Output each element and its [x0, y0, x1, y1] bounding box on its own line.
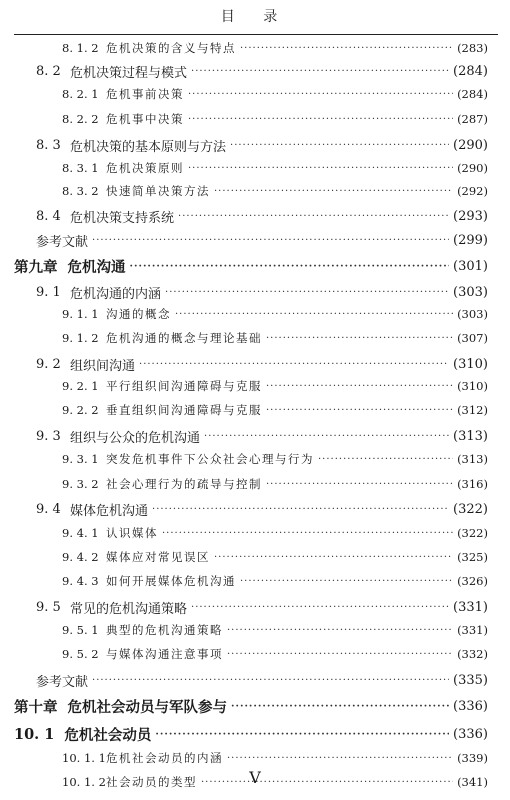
dot-leader — [318, 454, 453, 465]
toc-entry[interactable] — [0, 160, 510, 176]
toc-entry-number: 9. 5. 1 — [62, 623, 99, 637]
dot-leader — [92, 235, 449, 246]
toc-entry-title: 危机社会动员的内涵 — [106, 751, 223, 765]
dot-leader — [204, 431, 449, 442]
toc-entry-number: 9. 3 — [36, 429, 61, 444]
toc-entry-number: 9. 4. 3 — [62, 574, 99, 588]
toc-entry-title: 危机决策原则 — [106, 161, 184, 175]
toc-entry-title: 如何开展媒体危机沟通 — [106, 574, 236, 588]
toc-entry-number: 9. 4. 1 — [62, 526, 99, 540]
dot-leader — [266, 479, 453, 490]
toc-entry-page: (331) — [457, 623, 488, 637]
toc-entry-page: (301) — [453, 259, 488, 274]
dot-leader — [155, 729, 449, 740]
toc-entry-title: 危机沟通的内涵 — [70, 287, 162, 302]
toc-entry-number: 9. 4 — [36, 502, 61, 517]
toc-entry-title: 参考文献 — [36, 235, 89, 250]
toc-entry[interactable] — [0, 355, 510, 374]
toc-entry-title: 垂直组织间沟通障碍与克服 — [106, 403, 262, 417]
dot-leader — [266, 405, 453, 416]
toc-entry[interactable] — [0, 476, 510, 492]
toc-entry-number: 10. 1. 2 — [62, 775, 106, 789]
toc-entry-title: 快速简单决策方法 — [106, 184, 210, 198]
toc-entry-page: (310) — [457, 379, 488, 393]
toc-entry-title: 危机决策的含义与特点 — [106, 41, 236, 55]
toc-entry[interactable] — [0, 207, 510, 226]
toc-entry-page: (293) — [453, 209, 488, 224]
toc-entry-page: (339) — [457, 751, 488, 765]
toc-entry[interactable] — [0, 671, 510, 690]
toc-entry[interactable] — [0, 402, 510, 418]
toc-entry-number: 8. 2. 1 — [62, 87, 99, 101]
toc-entry-number: 9. 1. 1 — [62, 307, 99, 321]
toc-entry-number: 8. 3. 2 — [62, 184, 99, 198]
dot-leader — [152, 504, 449, 515]
toc-entry[interactable] — [0, 525, 510, 541]
dot-leader — [188, 89, 453, 100]
toc-entry-title: 社会心理行为的疏导与控制 — [106, 477, 262, 491]
toc-entry[interactable] — [0, 573, 510, 589]
toc-entry[interactable] — [0, 750, 510, 766]
toc-entry-page: (322) — [457, 526, 488, 540]
toc-entry-number: 9. 1. 2 — [62, 331, 99, 345]
toc-entry-number: 9. 5. 2 — [62, 647, 99, 661]
toc-entry-page: (325) — [457, 550, 488, 564]
toc-entry-page: (303) — [453, 285, 488, 300]
toc-entry-page: (312) — [457, 403, 488, 417]
dot-leader — [266, 333, 453, 344]
toc-entry-page: (335) — [453, 673, 488, 688]
toc-entry[interactable] — [0, 306, 510, 322]
toc-entry-title: 参考文献 — [36, 675, 89, 690]
toc-entry-page: (287) — [457, 112, 488, 126]
dot-leader — [175, 309, 453, 320]
toc-entry-number: 第九章 — [14, 259, 58, 276]
toc-entry[interactable] — [0, 451, 510, 467]
toc-entry-page: (336) — [453, 727, 488, 742]
dot-leader — [227, 753, 453, 764]
toc-entry-number: 9. 2. 1 — [62, 379, 99, 393]
toc-entry-title: 危机决策过程与模式 — [70, 66, 188, 81]
dot-leader — [214, 186, 453, 197]
toc-entry-title: 突发危机事件下公众社会心理与行为 — [106, 452, 314, 466]
header-rule — [14, 34, 498, 35]
toc-entry-title: 危机决策支持系统 — [70, 211, 175, 226]
toc-entry-title: 危机社会动员 — [64, 727, 152, 744]
dot-leader — [188, 163, 453, 174]
toc-entry-page: (283) — [457, 41, 488, 55]
toc-entry-page: (326) — [457, 574, 488, 588]
toc-entry-page: (292) — [457, 184, 488, 198]
dot-leader — [162, 528, 453, 539]
toc-entry[interactable] — [0, 696, 510, 717]
toc-entry-page: (299) — [453, 233, 488, 248]
toc-entry-page: (331) — [453, 600, 488, 615]
toc-entry-number: 8. 3 — [36, 138, 61, 153]
toc-entry-number: 9. 1 — [36, 285, 61, 300]
toc-entry-page: (322) — [453, 502, 488, 517]
dot-leader — [178, 211, 449, 222]
toc-entry-number: 10. 1. 1 — [62, 751, 106, 765]
toc-entry-title: 与媒体沟通注意事项 — [106, 647, 223, 661]
toc-entry[interactable] — [0, 256, 510, 277]
toc-entry[interactable] — [0, 183, 510, 199]
toc-entry-page: (332) — [457, 647, 488, 661]
toc-entry-number: 8. 1. 2 — [62, 41, 99, 55]
dot-leader — [214, 552, 453, 563]
toc-entry-number: 9. 4. 2 — [62, 550, 99, 564]
dot-leader — [266, 381, 453, 392]
toc-entry-title: 危机沟通的概念与理论基础 — [106, 331, 262, 345]
dot-leader — [165, 287, 449, 298]
dot-leader — [92, 675, 449, 686]
dot-leader — [231, 701, 449, 712]
toc-entry[interactable] — [0, 378, 510, 394]
page-number: V — [249, 768, 261, 787]
toc-entry-title: 危机事中决策 — [106, 112, 184, 126]
toc-entry-number: 9. 5 — [36, 600, 61, 615]
toc-entry[interactable] — [0, 136, 510, 155]
toc-entry[interactable] — [0, 427, 510, 446]
toc-entry-number: 8. 2. 2 — [62, 112, 99, 126]
toc-entry-page: (310) — [453, 357, 488, 372]
toc-entry-page: (284) — [453, 64, 488, 79]
toc-entry-title: 典型的危机沟通策略 — [106, 623, 223, 637]
toc-entry[interactable] — [0, 622, 510, 638]
dot-leader — [139, 359, 449, 370]
toc-entry-page: (341) — [457, 775, 488, 789]
toc-entry-title: 危机社会动员与军队参与 — [67, 699, 227, 716]
toc-entry-page: (336) — [453, 699, 488, 714]
toc-entry-title: 认识媒体 — [106, 526, 158, 540]
toc-entry[interactable] — [0, 598, 510, 617]
dot-leader — [227, 625, 453, 636]
toc-entry[interactable] — [0, 646, 510, 662]
toc-entry-page: (284) — [457, 87, 488, 101]
toc-entry-number: 9. 2. 2 — [62, 403, 99, 417]
toc-entry-number: 第十章 — [14, 699, 58, 716]
toc-entry-title: 常见的危机沟通策略 — [70, 602, 188, 617]
toc-entry-page: (316) — [457, 477, 488, 491]
dot-leader — [240, 43, 453, 54]
toc-entry-number: 9. 3. 2 — [62, 477, 99, 491]
dot-leader — [240, 576, 453, 587]
dot-leader — [230, 140, 449, 151]
toc-entry-page: (290) — [457, 161, 488, 175]
toc-entry-title: 危机决策的基本原则与方法 — [70, 140, 227, 155]
toc-entry-number: 10. 1 — [14, 726, 55, 743]
toc-entry-title: 组织间沟通 — [70, 359, 136, 374]
toc-entry[interactable] — [0, 86, 510, 102]
toc-entry[interactable] — [0, 40, 510, 56]
dot-leader — [130, 261, 450, 272]
toc-entry-title: 危机事前决策 — [106, 87, 184, 101]
toc-entry-title: 媒体应对常见误区 — [106, 550, 210, 564]
toc-entry[interactable] — [0, 231, 510, 250]
toc-entry-title: 媒体危机沟通 — [70, 504, 149, 519]
toc-entry-number: 8. 2 — [36, 64, 61, 79]
toc-entry-number: 8. 3. 1 — [62, 161, 99, 175]
page-header: 目 录 — [220, 9, 290, 25]
toc-entry-number: 9. 3. 1 — [62, 452, 99, 466]
dot-leader — [188, 114, 453, 125]
toc-entry[interactable] — [0, 330, 510, 346]
toc-entry-title: 组织与公众的危机沟通 — [70, 431, 201, 446]
toc-entry-title: 社会动员的类型 — [106, 775, 197, 789]
toc-entry-title: 危机沟通 — [67, 259, 126, 276]
toc-entry-page: (313) — [457, 452, 488, 466]
toc-entry-page: (290) — [453, 138, 488, 153]
toc-entry-number: 8. 4 — [36, 209, 61, 224]
toc-entry[interactable] — [0, 500, 510, 519]
toc-entry[interactable] — [0, 283, 510, 302]
toc-entry-page: (303) — [457, 307, 488, 321]
dot-leader — [227, 649, 453, 660]
toc-entry-number: 9. 2 — [36, 357, 61, 372]
dot-leader — [191, 602, 449, 613]
toc-entry[interactable] — [0, 62, 510, 81]
toc-entry[interactable] — [0, 724, 510, 745]
toc-entry[interactable] — [0, 549, 510, 565]
toc-entry[interactable] — [0, 111, 510, 127]
dot-leader — [191, 66, 449, 77]
toc-entry-title: 沟通的概念 — [106, 307, 171, 321]
toc-entry-title: 平行组织间沟通障碍与克服 — [106, 379, 262, 393]
toc-entry-page: (307) — [457, 331, 488, 345]
toc-entry-page: (313) — [453, 429, 488, 444]
